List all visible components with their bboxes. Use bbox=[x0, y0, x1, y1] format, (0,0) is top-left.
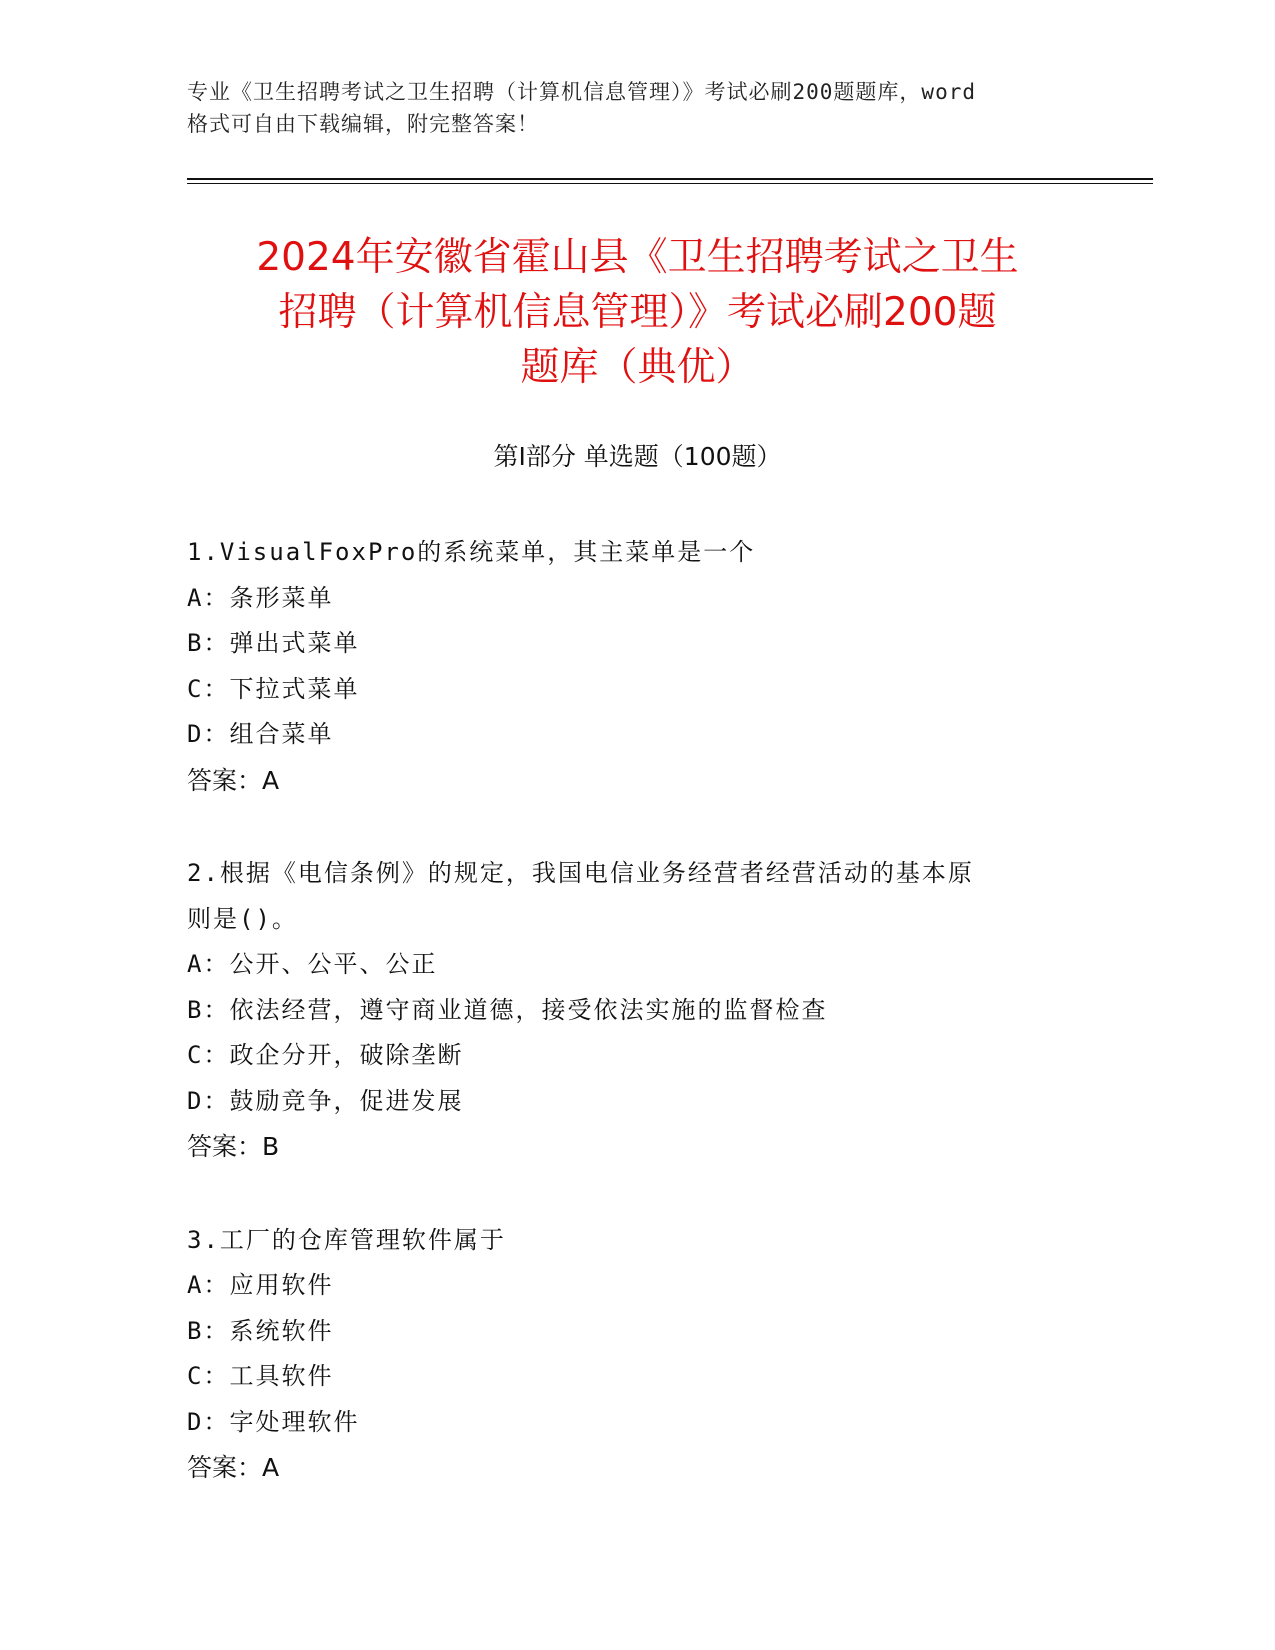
option-b: B：弹出式菜单 bbox=[187, 629, 360, 657]
title-line-1: 2024年安徽省霍山县《卫生招聘考试之卫生 bbox=[256, 235, 1019, 280]
option-d: D：字处理软件 bbox=[187, 1407, 360, 1436]
option-a: A：应用软件 bbox=[187, 1271, 334, 1299]
option-d: D：组合菜单 bbox=[187, 720, 334, 748]
answer: 答案：A bbox=[187, 765, 280, 795]
option-c: C：工具软件 bbox=[187, 1362, 334, 1390]
question-stem: 2.根据《电信条例》的规定，我国电信业务经营者经营活动的基本原 bbox=[187, 859, 974, 887]
option-b: B：系统软件 bbox=[187, 1316, 334, 1345]
option-a: A：公开、公平、公正 bbox=[187, 950, 438, 978]
question-stem: 3.工厂的仓库管理软件属于 bbox=[187, 1225, 506, 1254]
question-2 bbox=[187, 851, 1087, 1170]
option-b: B：依法经营，遵守商业道德，接受依法实施的监督检查 bbox=[187, 995, 828, 1024]
answer: 答案：B bbox=[187, 1132, 280, 1161]
question-3 bbox=[187, 1218, 1087, 1491]
document-header bbox=[187, 76, 1087, 140]
question-1 bbox=[187, 530, 1087, 803]
header-divider-thick bbox=[187, 178, 1153, 180]
document-title bbox=[150, 230, 1125, 395]
option-c: C：下拉式菜单 bbox=[187, 674, 360, 703]
section-title: 第Ⅰ部分 单选题（100题） bbox=[493, 442, 782, 471]
title-line-2: 招聘（计算机信息管理）》考试必刷200题 bbox=[278, 290, 997, 335]
header-divider-thin bbox=[187, 183, 1153, 184]
answer: 答案：A bbox=[187, 1453, 280, 1482]
question-stem-continued: 则是()。 bbox=[187, 904, 298, 933]
title-line-3: 题库（典优） bbox=[520, 345, 755, 390]
option-a: A：条形菜单 bbox=[187, 583, 334, 612]
option-c: C：政企分开，破除垄断 bbox=[187, 1041, 464, 1069]
header-line-1: 专业《卫生招聘考试之卫生招聘（计算机信息管理）》考试必刷200题题库，word bbox=[187, 80, 976, 104]
question-list bbox=[187, 530, 1087, 1539]
option-d: D：鼓励竞争，促进发展 bbox=[187, 1086, 464, 1115]
question-stem: 1.VisualFoxPro的系统菜单，其主菜单是一个 bbox=[187, 538, 756, 566]
header-line-2: 格式可自由下载编辑，附完整答案！ bbox=[187, 112, 539, 136]
